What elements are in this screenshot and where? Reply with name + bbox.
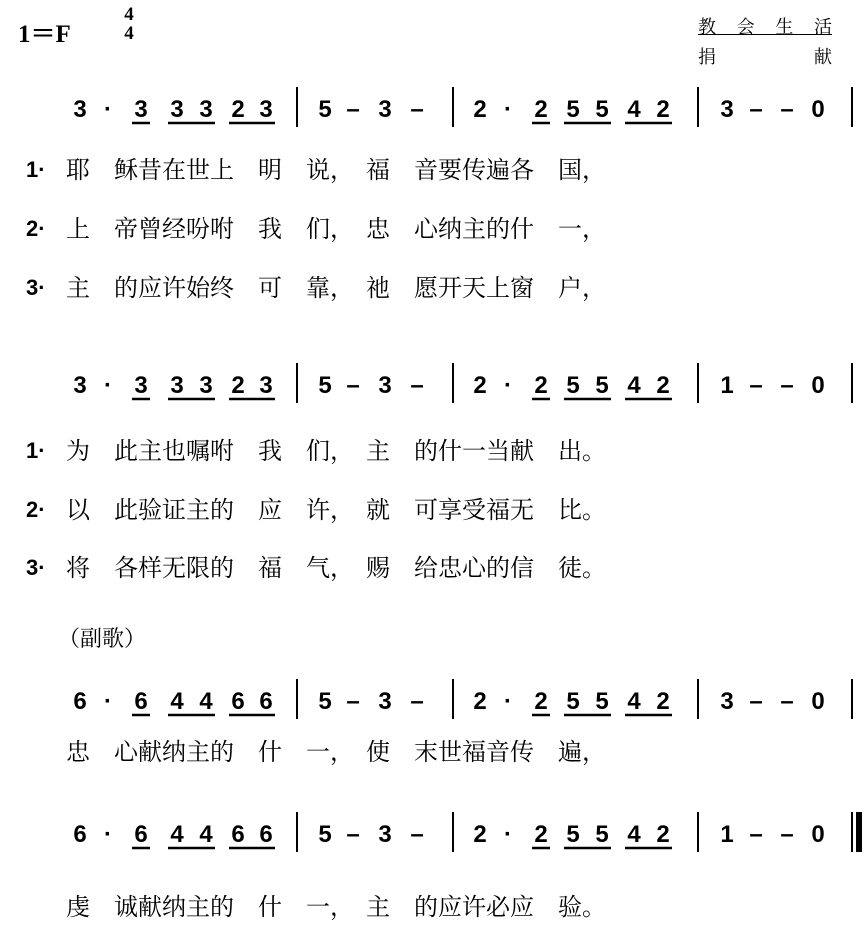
note: 5 [566,96,580,123]
note: 4 [170,821,184,848]
note: 6 [134,688,148,715]
note: 2 [656,372,670,399]
note: 2 [473,821,487,848]
note: 5 [566,688,580,715]
note: 3 [378,821,392,848]
note: 0 [811,821,825,848]
dash-symbol: – [780,96,794,123]
note: 6 [231,821,245,848]
note: 5 [595,96,609,123]
note: 5 [318,821,332,848]
dot-symbol: · [104,96,112,123]
verse-number: 1· [26,157,46,182]
note: 0 [811,372,825,399]
verse-number: 1· [26,438,46,463]
note: 1 [720,821,734,848]
note: 4 [627,96,641,123]
note: 6 [231,688,245,715]
dash-symbol: – [410,372,424,399]
note: 4 [199,688,213,715]
chorus-lyric-line: 虔 诚献纳主的 什 一， 主 的应许必应 验。 [66,893,606,921]
note: 2 [534,96,548,123]
note: 2 [231,96,245,123]
final-bar-line [856,812,862,852]
lyric-line: 将 各样无限的 福 气， 赐 给忠心的信 徒。 [66,554,606,582]
verse-number: 3· [26,275,46,300]
note: 3 [378,372,392,399]
dash-symbol: – [410,821,424,848]
note: 0 [811,96,825,123]
lyric-line: 上 帝曾经吩咐 我 们， 忠 心纳主的什 一， [66,215,606,243]
dot-symbol: · [504,821,512,848]
note: 3 [720,688,734,715]
verse-number: 3· [26,555,46,580]
dash-symbol: – [780,688,794,715]
lyric-line: 耶 稣昔在世上 明 说， 福 音要传遍各 国， [66,156,606,184]
credit-subtitle: 捐献 [698,47,832,68]
chorus-lyric-line: 忠 心献纳主的 什 一， 使 末世福音传 遍， [66,738,606,766]
note: 5 [595,821,609,848]
note: 3 [134,372,148,399]
note: 4 [170,688,184,715]
note: 2 [656,821,670,848]
verse-number: 2· [26,216,46,241]
note: 6 [259,688,273,715]
note: 3 [73,372,87,399]
note: 3 [199,96,213,123]
note: 2 [231,372,245,399]
dot-symbol: · [104,372,112,399]
note: 5 [566,821,580,848]
note: 5 [595,372,609,399]
dash-symbol: – [780,372,794,399]
dash-symbol: – [346,821,360,848]
dash-symbol: – [780,821,794,848]
note: 5 [566,372,580,399]
note: 3 [170,96,184,123]
note: 3 [378,96,392,123]
source-credit: 教会生活 [698,17,832,38]
note: 4 [627,688,641,715]
dot-symbol: · [504,96,512,123]
note: 0 [811,688,825,715]
note: 5 [318,96,332,123]
note: 3 [170,372,184,399]
note: 3 [134,96,148,123]
dash-symbol: – [749,96,763,123]
note: 2 [656,96,670,123]
verse-number: 2· [26,497,46,522]
note: 3 [259,96,273,123]
note: 2 [656,688,670,715]
dash-symbol: – [346,688,360,715]
chorus-label: （副歌） [58,627,147,652]
lyric-line: 为 此主也嘱咐 我 们， 主 的什一当献 出。 [66,437,606,465]
note: 4 [627,372,641,399]
note: 6 [73,688,87,715]
note: 2 [534,372,548,399]
note: 2 [473,688,487,715]
note: 5 [318,688,332,715]
note: 3 [259,372,273,399]
key-signature: 1＝F [18,21,71,48]
note: 6 [73,821,87,848]
lyric-line: 主 的应许始终 可 靠， 祂 愿开天上窗 户， [66,274,606,302]
note: 5 [318,372,332,399]
note: 3 [378,688,392,715]
dash-symbol: – [346,96,360,123]
note: 4 [199,821,213,848]
time-numerator: 4 [124,4,134,25]
note: 6 [259,821,273,848]
lyric-line: 以 此验证主的 应 许， 就 可享受福无 比。 [66,496,606,524]
note: 5 [595,688,609,715]
note: 3 [720,96,734,123]
dash-symbol: – [410,688,424,715]
dash-symbol: – [346,372,360,399]
note: 1 [720,372,734,399]
time-denominator: 4 [124,23,134,44]
dot-symbol: · [104,821,112,848]
note: 2 [473,372,487,399]
dot-symbol: · [504,372,512,399]
note: 6 [134,821,148,848]
note: 2 [473,96,487,123]
note: 2 [534,688,548,715]
dash-symbol: – [749,821,763,848]
dash-symbol: – [749,688,763,715]
note: 3 [73,96,87,123]
note: 4 [627,821,641,848]
dash-symbol: – [410,96,424,123]
note: 2 [534,821,548,848]
dot-symbol: · [504,688,512,715]
dot-symbol: · [104,688,112,715]
note: 3 [199,372,213,399]
dash-symbol: – [749,372,763,399]
